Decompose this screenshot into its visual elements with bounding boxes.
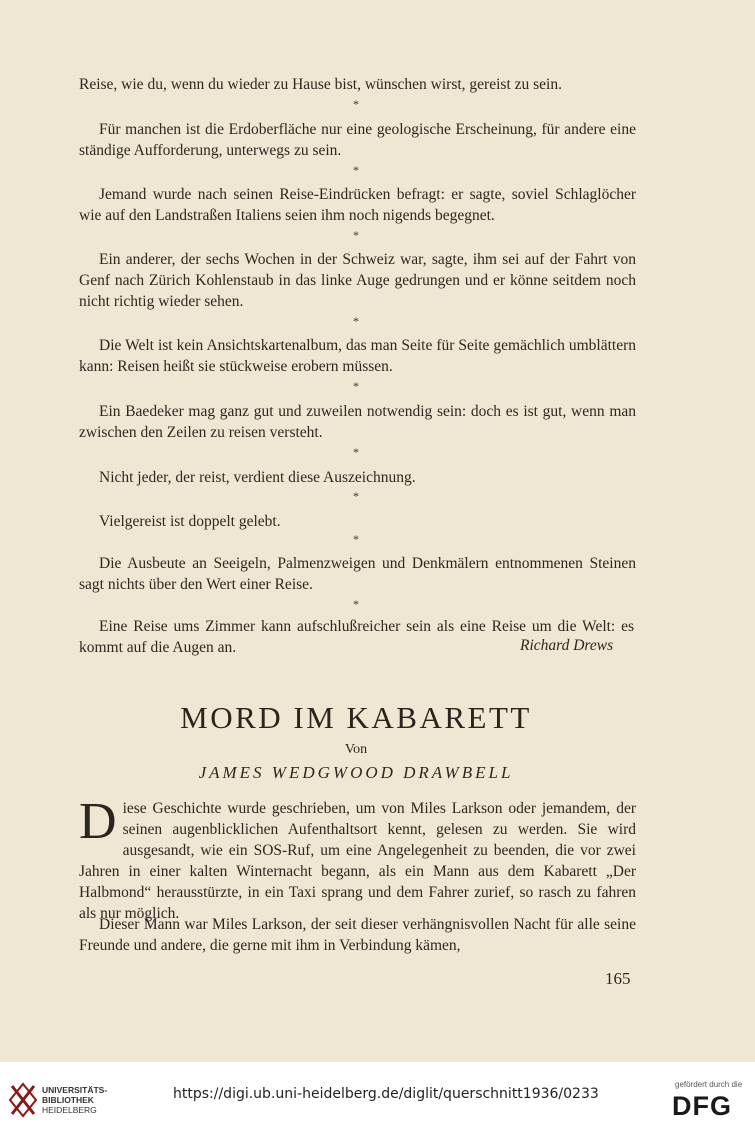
aphorism-9: Die Ausbeute an Seeigeln, Palmenzweigen und Denkmälern entnommenen Steinen sagt nichts über den Wert einer Reise.	[79, 555, 636, 593]
aphorism-2: Für manchen ist die Erdoberfläche nur eine geologische Erscheinung, für andere eine ständige Aufforderung, unterwegs zu sein.	[79, 121, 636, 159]
library-logo-icon	[8, 1080, 38, 1120]
aphorism-6: Ein Baedeker mag ganz gut und zuweilen notwendig sein: doch es ist gut, wenn man zwischen den Zeilen zu reisen versteht.	[79, 403, 636, 441]
permalink-url[interactable]: https://digi.ub.uni-heidelberg.de/diglit/querschnitt1936/0233	[173, 1086, 599, 1102]
funded-by-label: gefördert durch die	[675, 1080, 743, 1089]
von-label: Von	[344, 742, 368, 757]
separator-star: *	[353, 379, 359, 393]
separator-star: *	[353, 314, 359, 328]
separator-star: *	[353, 445, 359, 459]
separator-star: *	[353, 597, 359, 611]
aphorism-1: Reise, wie du, wenn du wieder zu Hause bist, wünschen wirst, gereist zu sein.	[79, 76, 562, 93]
story-title: MORD IM KABARETT	[180, 700, 532, 735]
separator-star: *	[353, 163, 359, 177]
separator-star: *	[353, 97, 359, 111]
separator-star: *	[353, 228, 359, 242]
dfg-logo: DFG	[672, 1091, 732, 1121]
separator-star: *	[353, 489, 359, 503]
aphorism-5: Die Welt ist kein Ansichtskartenalbum, das man Seite für Seite gemächlich umblättern kann: Reisen heißt sie stückweise erobern müssen.	[79, 337, 636, 375]
aphorism-3: Jemand wurde nach seinen Reise-Eindrücken befragt: er sagte, soviel Schlaglöcher wie auf den Landstraßen Italiens seien ihm noch nigends begegnet.	[79, 186, 636, 224]
story-paragraph-2: Dieser Mann war Miles Larkson, der seit dieser verhängnisvollen Nacht für alle seine Freunde und andere, die gerne mit ihm in Verbindung kämen,	[79, 916, 636, 954]
signature: Richard Drews	[520, 637, 614, 654]
story-paragraph-1	[79, 793, 636, 924]
aphorism-7: Nicht jeder, der reist, verdient diese Auszeichnung.	[99, 469, 416, 486]
aphorism-10: Eine Reise ums Zimmer kann aufschlußreicher sein als eine Reise um die Welt: es kommt auf die Augen an.	[79, 618, 634, 656]
library-name: UNIVERSITÄTS- BIBLIOTHEK HEIDELBERG	[42, 1085, 108, 1115]
author-name: JAMES WEDGWOOD DRAWBELL	[198, 763, 514, 782]
aphorism-4: Ein anderer, der sechs Wochen in der Schweiz war, sagte, ihm sei auf der Fahrt von Genf nach Zürich Kohlenstaub in das linke Auge gedrungen und er könne seitdem noch nicht richtig wieder sehen.	[79, 251, 636, 310]
page-number: 165	[605, 969, 631, 988]
drop-cap: D	[79, 793, 117, 850]
separator-star: *	[353, 532, 359, 546]
aphorism-8: Vielgereist ist doppelt gelebt.	[99, 513, 281, 530]
story-paragraph-1-text: iese Geschichte wurde geschrieben, um von Miles Larkson oder jemandem, der seinen augenblicklichen Aufenthaltsort kennt, gelesen zu werden. Sie wird ausgesandt, wie ein SOS-Ruf, um eine Angelegenheit zu beenden, die vor zwei Jahren in einer kalten Winternacht begann, als ein Mann aus dem Kabarett „Der Halbmond“ herausstürzte, in ein Taxi sprang und dem Fahrer zurief, so rasch zu fahren als nur möglich.	[79, 800, 636, 922]
